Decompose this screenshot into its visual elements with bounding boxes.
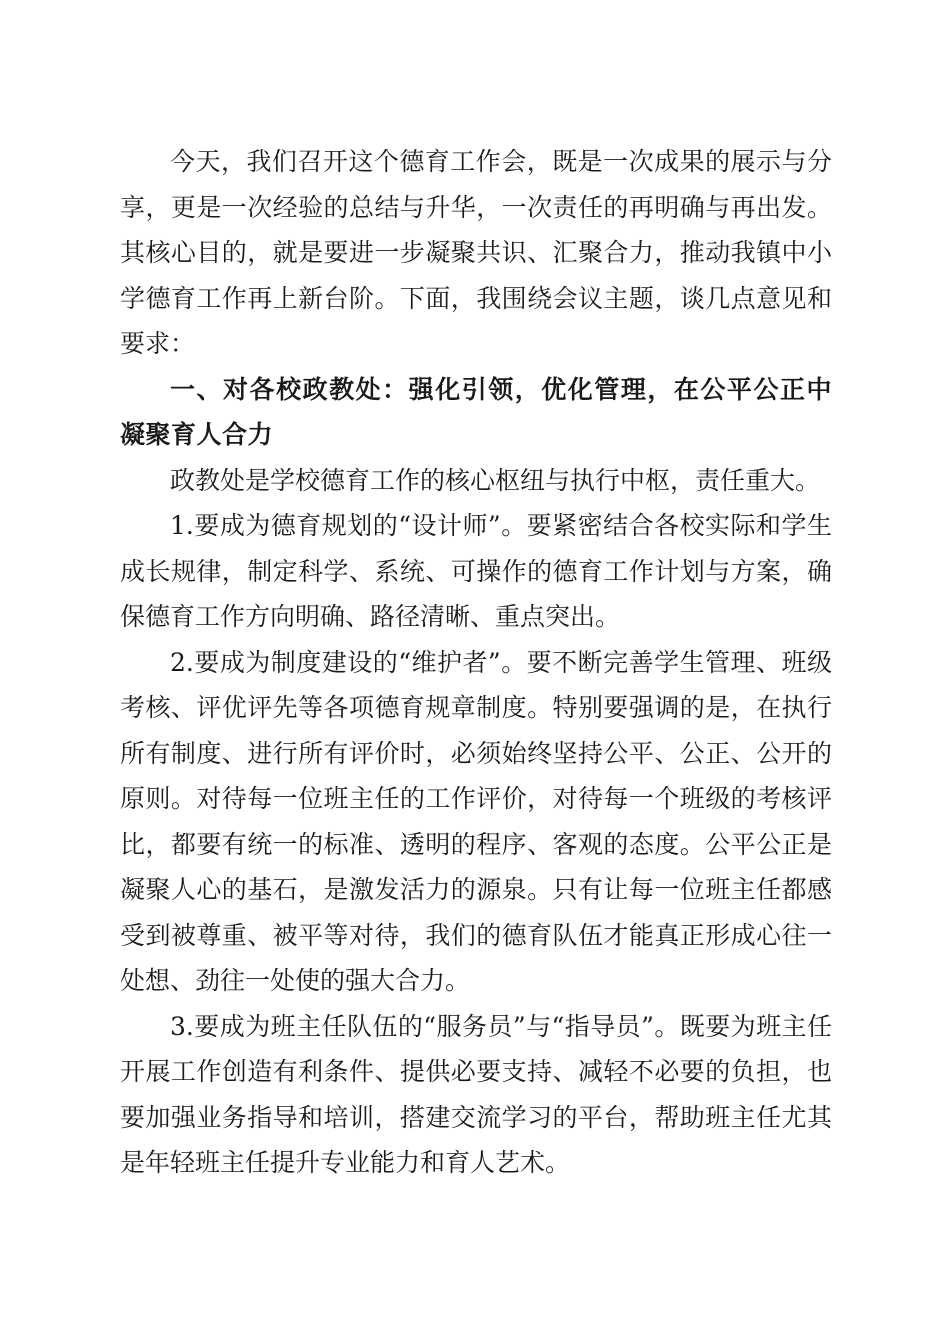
document-body <box>120 139 832 1186</box>
section-heading-1: 一、对各校政教处：强化引领，优化管理，在公平公正中凝聚育人合力 <box>120 374 832 449</box>
point-3-paragraph: 3.要成为班主任队伍的“服务员”与“指导员”。既要为班主任开展工作创造有利条件、提供必要支持、减轻不必要的负担，也要加强业务指导和培训，搭建交流学习的平台，帮助班主任尤其是年轻班主任提升专业能力和育人艺术。 <box>120 1011 832 1177</box>
point-2-paragraph: 2.要成为制度建设的“维护者”。要不断完善学生管理、班级考核、评优评先等各项德育规章制度。特别要强调的是，在执行所有制度、进行所有评价时，必须始终坚持公平、公正、公开的原则。对待每一位班主任的工作评价，对待每一个班级的考核评比，都要有统一的标准、透明的程序、客观的态度。公平公正是凝聚人心的基石，是激发活力的源泉。只有让每一位班主任都感受到被尊重、被平等对待，我们的德育队伍才能真正形成心往一处想、劲往一处使的强大合力。 <box>120 647 832 995</box>
section-intro-paragraph: 政教处是学校德育工作的核心枢纽与执行中枢，责任重大。 <box>170 465 821 495</box>
intro-paragraph: 今天，我们召开这个德育工作会，既是一次成果的展示与分享，更是一次经验的总结与升华，一次责任的再明确与再出发。其核心目的，就是要进一步凝聚共识、汇聚合力，推动我镇中小学德育工作再上新台阶。下面，我围绕会议主题，谈几点意见和要求： <box>120 147 832 358</box>
point-1-paragraph: 1.要成为德育规划的“设计师”。要紧密结合各校实际和学生成长规律，制定科学、系统、可操作的德育工作计划与方案，确保德育工作方向明确、路径清晰、重点突出。 <box>120 511 832 631</box>
